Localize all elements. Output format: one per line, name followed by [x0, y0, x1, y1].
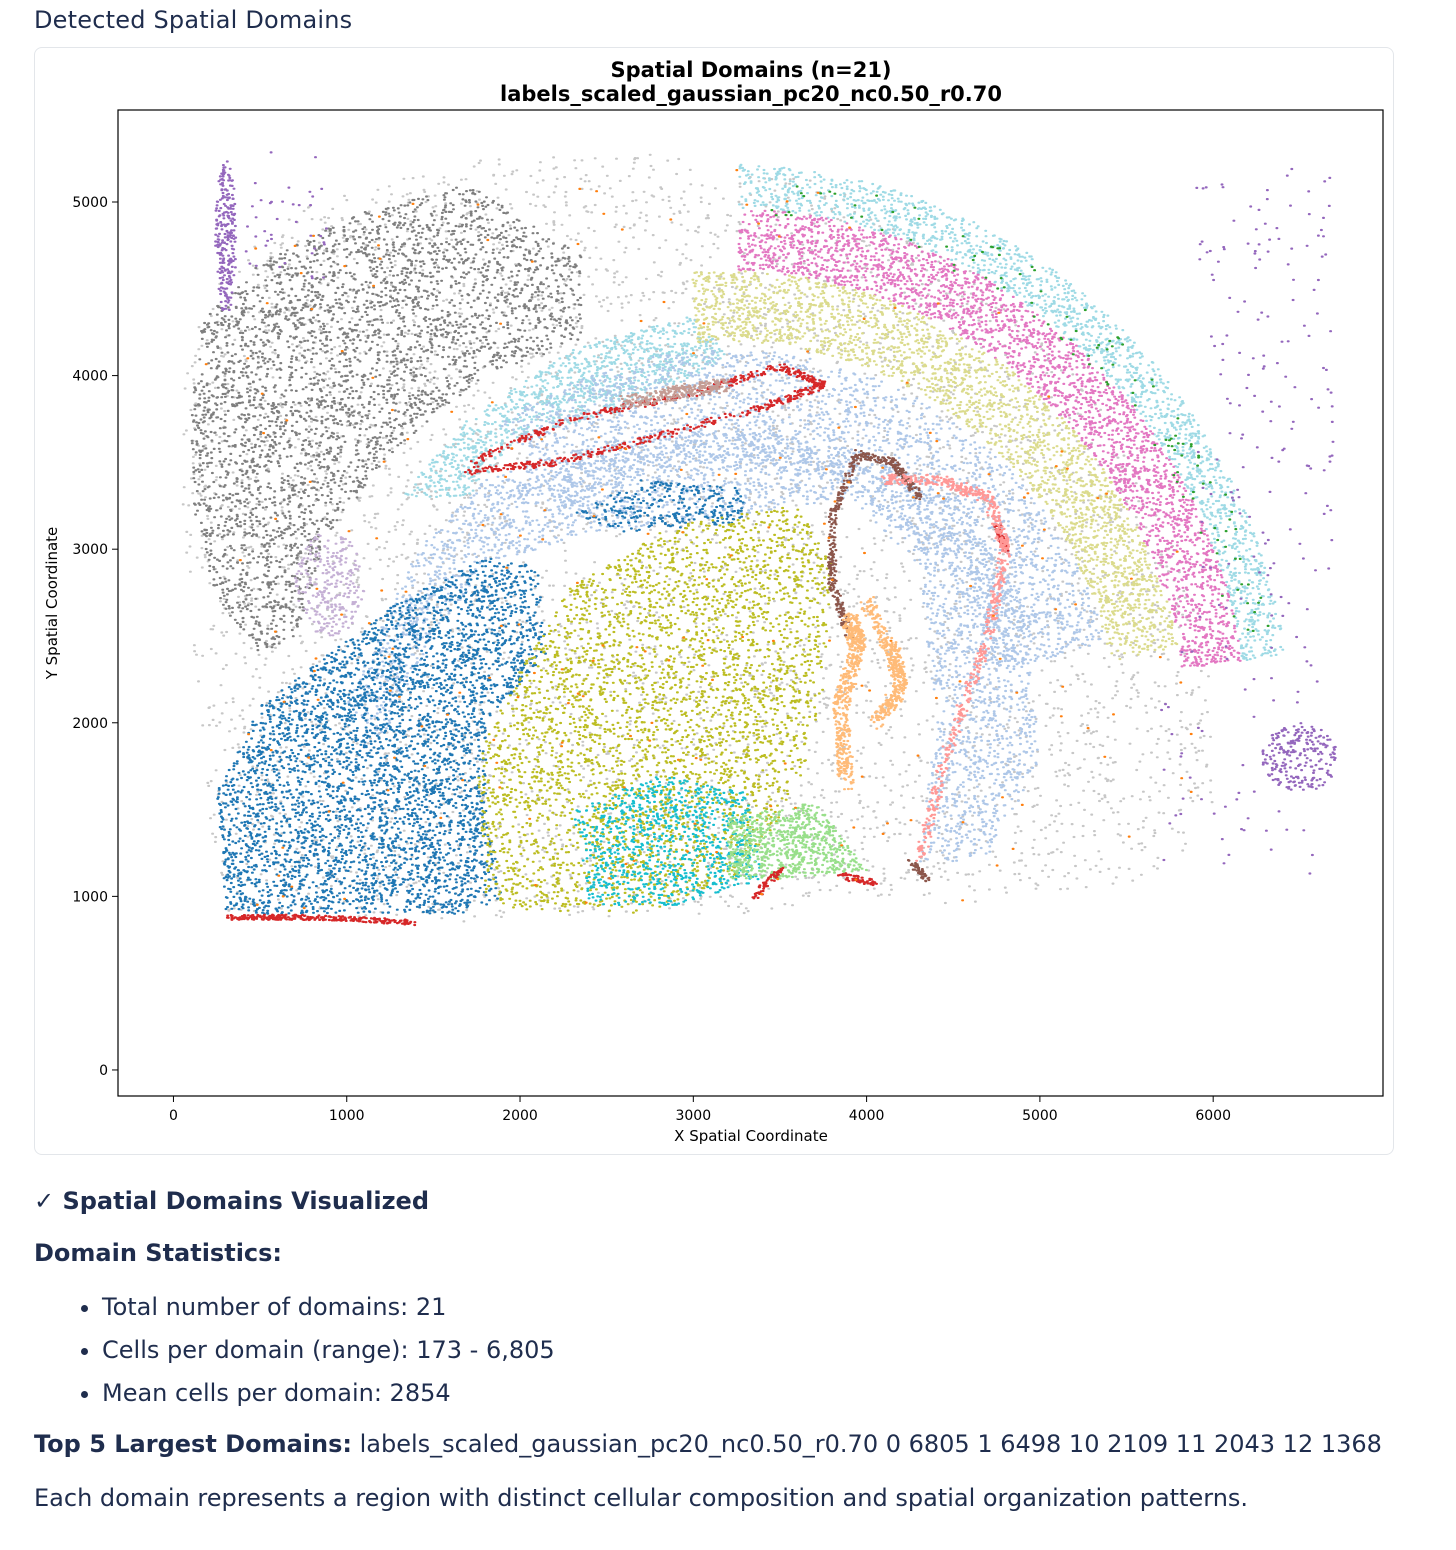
domain-statistics-heading: Domain Statistics: — [34, 1239, 283, 1267]
list-item: • Mean cells per domain: 2854 — [102, 1372, 1414, 1415]
x-tick-label: 4000 — [848, 1108, 885, 1124]
x-axis-ticks — [169, 1096, 1231, 1124]
domain-statistics-list — [34, 1286, 1414, 1415]
y-tick-label: 1000 — [72, 889, 108, 906]
x-tick-label: 0 — [168, 1108, 178, 1124]
scatter-points — [183, 152, 1336, 925]
result-content — [34, 1180, 1414, 1519]
list-item: • Cells per domain (range): 173 - 6,805 — [102, 1329, 1414, 1372]
x-tick-label: 3000 — [675, 1108, 712, 1124]
x-axis-label: X Spatial Coordinate — [674, 1127, 828, 1145]
y-tick-label: 2000 — [72, 715, 108, 732]
visualized-status: ✓ Spatial Domains Visualized — [34, 1187, 429, 1215]
domain-points — [295, 535, 364, 635]
chart-title: Spatial Domains (n=21) — [610, 58, 892, 82]
y-axis-label: Y Spatial Coordinate — [43, 526, 61, 680]
y-axis-ticks — [72, 195, 118, 1079]
chart-card — [34, 47, 1394, 1155]
y-tick-label: 3000 — [72, 542, 108, 559]
domain-points — [833, 597, 907, 789]
list-item: • Total number of domains: 21 — [102, 1286, 1414, 1329]
summary-text: Each domain represents a region with distinct cellular composition and spatial organization patterns. — [34, 1484, 1249, 1512]
x-tick-label: 5000 — [1022, 1108, 1058, 1124]
top-domains-value: labels_scaled_gaussian_pc20_nc0.50_r0.70 0 6805 1 6498 10 2109 11 2043 12 1368 — [351, 1430, 1382, 1458]
x-tick-label: 2000 — [502, 1108, 538, 1124]
y-tick-label: 0 — [99, 1062, 108, 1079]
x-tick-label: 1000 — [328, 1108, 365, 1124]
domain-points — [206, 170, 1192, 908]
y-tick-label: 5000 — [72, 195, 108, 212]
x-tick-label: 6000 — [1195, 1108, 1231, 1124]
y-tick-label: 4000 — [72, 368, 108, 385]
spatial-domains-scatter-chart — [35, 48, 1393, 1154]
section-title: Detected Spatial Domains — [34, 6, 353, 34]
top-domains-line — [34, 1423, 1414, 1465]
top-domains-label: Top 5 Largest Domains: — [34, 1430, 352, 1458]
chart-subtitle: labels_scaled_gaussian_pc20_nc0.50_r0.70 — [500, 82, 1002, 106]
